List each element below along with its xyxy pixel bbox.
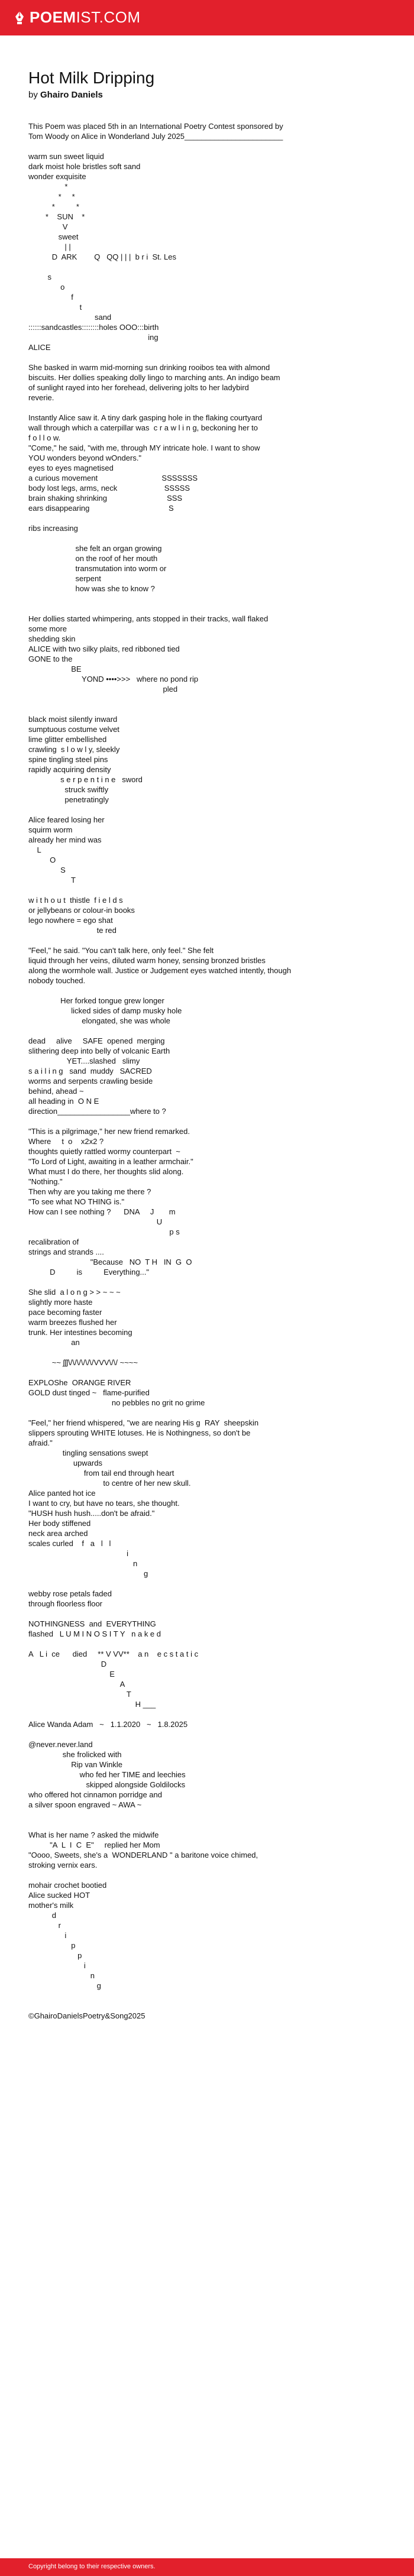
poem-byline: by Ghairo Daniels (28, 90, 103, 100)
copyright-text: Copyright belong to their respective owners. (28, 2563, 156, 2570)
poem-body: This Poem was placed 5th in an International Poetry Contest sponsored by Tom Woody on Alice in Wonderland July 2025_______________________ warm sun sweet liquid dark moist hole bristles soft sand wonder exquisite * * * * * * SUN * V sweet | | D ARK Q QQ | | | b r i St. Les s o f t sand ::::::sandcastles::::::::holes OOO:::birth ing ALICE She basked in warm mid-morning sun drinking rooibos tea with almond biscuits. Her dollies speaking dolly lingo to marching ants. An indigo beam of sunlight rayed into her forehead, delivering jolts to her ladybird reverie. Instantly Alice saw it. A tiny dark gasping hole in the flaking courtyard wall through which a caterpillar was c r a w l i n g, beckoning her to f o l l o w. "Come," he said, "with me, through MY intricate hole. I want to show YOU wonders beyond wOnders." eyes to eyes magnetised a curious movement SSSSSSS body lost legs, arms, neck SSSSS brain shaking shrinking SSS ears disappearing S ribs increasing she felt an organ growing on the roof of her mouth transmutation into worm or serpent how was she to know ? Her dollies started whimpering, ants stopped in their tracks, wall flaked some more shedding skin ALICE with two silky plaits, red ribboned tied GONE to the BE YOND ••••>>> where no pond rip pled black moist silently inward sumptuous costume velvet lime glitter embellished crawling s l o w l y, sleekly spine tingling steel pins rapidly acquiring density s e r p e n t i n e sword struck swiftly penetratingly Alice feared losing her squirm worm already her mind was L O S T w i t h o u t thistle f i e l d s or jellybeans or colour-in books lego nowhere = ego shat te red "Feel," he said. "You can't talk here, only feel." She felt liquid through her veins, diluted warm honey, sensing bronzed bristles along the wormhole wall. Justice or Judgement eyes watched intently, though nobody touched. Her forked tongue grew longer licked sides of damp musky hole elongated, she was whole dead alive SAFE opened merging slithering deep into belly of volcanic Earth YET....slashed slimy s a i l i n g sand muddy SACRED worms and serpents crawling beside behind, ahead ~ all heading in O N E direction_________________where to ? "This is a pilgrimage," her new friend remarked. Where t o x2x2 ? thoughts quietly rattled wormy counterpart ~ "To Lord of Light, awaiting in a leather armchair." What must I do there, her thoughts slid along. "Nothing." Then why are you taking me there ? "To see what NO THING is." How can I see nothing ? DNA J m U p s recalibration of strings and strands .... "Because NO T H IN G O D is Everything..." She slid a l o n g > > ~ ~ ~ slightly more haste pace becoming faster warm breezes flushed her trunk. Her intestines becoming an ~~ ʃʃʃ\/\/\/\/\/\/VVV\/\/ ~~~~ EXPLOShe ORANGE RIVER GOLD dust tinged ~ flame-purified no pebbles no grit no grime "Feel," her friend whispered, "we are nearing His g RAY sheepskin slippers sprouting WHITE lotuses. He is Nothingness, so don't be afraid." tingling sensations swept upwards from tail end through heart to centre of her new skull. Alice panted hot ice I want to cry, but have no tears, she thought. "HUSH hush hush.....don't be afraid." Her body stiffened neck area arched scales curled f a l l i n g webby rose petals faded through floorless floor NOTHINGNESS and EVERYTHING flashed L U M I N O S I T Y n a k e d A L i ce died ** V VV** a n e c s t a t i c D E A T H ___ Alice Wanda Adam ~ 1.1.2020 ~ 1.8.2025 @never.never.land she frolicked with Rip van Winkle who fed her TIME and leechies skipped alongside Goldilocks who offered hot cinnamon porridge and a silver spoon engraved ~ AWA ~ What is her name ? asked the midwife "A L I C E" replied her Mom "Oooo, Sweets, she's a WONDERLAND " a baritone voice chimed, stroking vernix ears. mohair crochet bootied Alice sucked HOT mother's milk d r i p p i n g ©GhairoDanielsPoetry&Song2025 (28, 122, 292, 2020)
pen-nib-icon (14, 11, 25, 25)
logo-text: POEMIST.COM (30, 8, 141, 26)
poem-article (28, 59, 383, 2021)
site-footer (0, 2558, 414, 2576)
poem-title: Hot Milk Dripping (28, 69, 155, 87)
site-logo[interactable] (14, 8, 141, 27)
author-link[interactable]: Ghairo Daniels (40, 90, 103, 100)
site-header (0, 0, 414, 35)
